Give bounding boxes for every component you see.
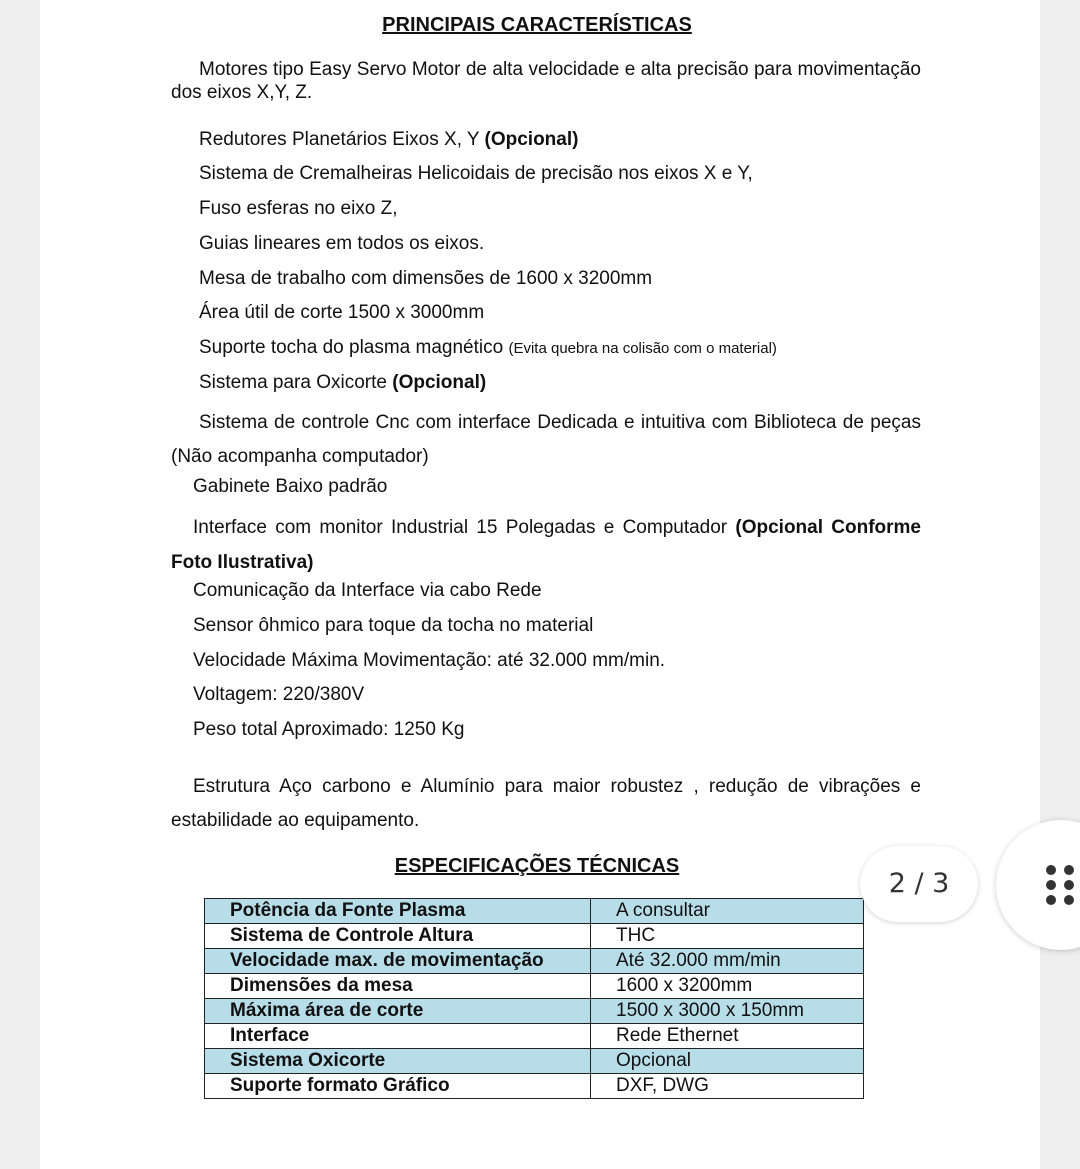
- table-row: [205, 949, 864, 974]
- table-row: [205, 899, 864, 924]
- feature-cnc: Sistema de controle Cnc com interface Dedicada e intuitiva com Biblioteca de peças (Não acompanha computador): [171, 412, 921, 467]
- feature-guias: Guias lineares em todos os eixos.: [199, 233, 485, 254]
- feature-cremalheiras: Sistema de Cremalheiras Helicoidais de precisão nos eixos X e Y,: [199, 163, 753, 184]
- feature-suporte: Suporte tocha do plasma magnético (Evita quebra na colisão com o material): [199, 337, 777, 358]
- feature-comunicacao: Comunicação da Interface via cabo Rede: [193, 580, 542, 601]
- spec-value: Até 32.000 mm/min: [591, 949, 864, 974]
- table-row: [205, 1024, 864, 1049]
- document-page: [40, 0, 1040, 1169]
- spec-value: Rede Ethernet: [591, 1024, 864, 1049]
- specs-table: [204, 898, 864, 1099]
- table-row: [205, 924, 864, 949]
- feature-mesa: Mesa de trabalho com dimensões de 1600 x 3200mm: [199, 268, 653, 289]
- table-row: [205, 1074, 864, 1099]
- spec-label: Sistema Oxicorte: [205, 1049, 591, 1074]
- spec-label: Velocidade max. de movimentação: [205, 949, 591, 974]
- feature-estrutura: Estrutura Aço carbono e Alumínio para maior robustez , redução de vibrações e estabilidade ao equipamento.: [171, 776, 921, 831]
- specs-heading: ESPECIFICAÇÕES TÉCNICAS: [394, 855, 680, 877]
- feature-oxicorte: Sistema para Oxicorte (Opcional): [199, 372, 487, 393]
- spec-value: Opcional: [591, 1049, 864, 1074]
- spec-label: Sistema de Controle Altura: [205, 924, 591, 949]
- feature-gabinete: Gabinete Baixo padrão: [193, 476, 388, 497]
- dots-grid-icon: [1046, 865, 1076, 905]
- feature-motores: Motores tipo Easy Servo Motor de alta velocidade e alta precisão para movimentação dos eixos X,Y, Z.: [171, 59, 921, 103]
- table-row: [205, 1049, 864, 1074]
- main-heading: PRINCIPAIS CARACTERÍSTICAS: [382, 14, 692, 36]
- spec-value: A consultar: [591, 899, 864, 924]
- spec-label: Dimensões da mesa: [205, 974, 591, 999]
- table-row: [205, 999, 864, 1024]
- feature-area: Área útil de corte 1500 x 3000mm: [199, 302, 485, 323]
- feature-redutores: Redutores Planetários Eixos X, Y (Opcional): [199, 129, 579, 150]
- feature-velocidade: Velocidade Máxima Movimentação: até 32.000 mm/min.: [193, 650, 666, 671]
- table-row: [205, 974, 864, 999]
- spec-value: DXF, DWG: [591, 1074, 864, 1099]
- feature-voltagem: Voltagem: 220/380V: [193, 684, 365, 705]
- spec-label: Máxima área de corte: [205, 999, 591, 1024]
- feature-interface: Interface com monitor Industrial 15 Polegadas e Computador (Opcional Conforme Foto Ilustrativa): [171, 517, 921, 573]
- spec-label: Potência da Fonte Plasma: [205, 899, 591, 924]
- feature-peso: Peso total Aproximado: 1250 Kg: [193, 719, 465, 740]
- spec-value: THC: [591, 924, 864, 949]
- feature-fuso: Fuso esferas no eixo Z,: [199, 198, 398, 219]
- spec-label: Interface: [205, 1024, 591, 1049]
- page-indicator[interactable]: 2 / 3: [860, 846, 978, 922]
- spec-label: Suporte formato Gráfico: [205, 1074, 591, 1099]
- spec-value: 1600 x 3200mm: [591, 974, 864, 999]
- spec-value: 1500 x 3000 x 150mm: [591, 999, 864, 1024]
- feature-sensor: Sensor ôhmico para toque da tocha no material: [193, 615, 594, 636]
